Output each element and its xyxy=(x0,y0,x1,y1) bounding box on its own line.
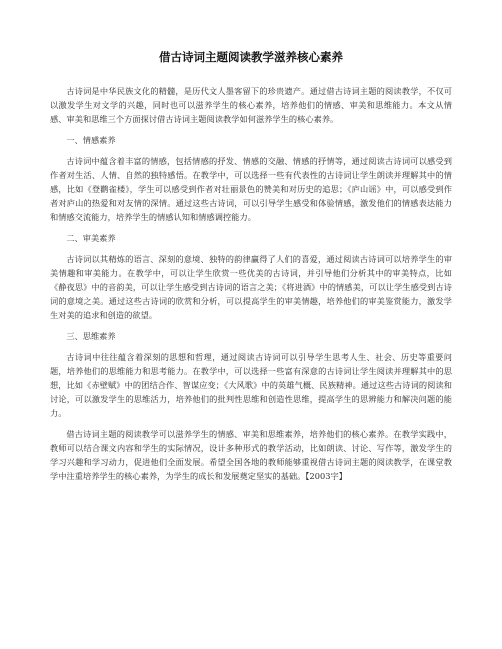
section-body-emotion: 古诗词中蕴含着丰富的情感，包括情感的抒发、情感的交融、情感的抒情等，通过阅读古诗词可以感受到作者对生活、人情、自然的独特感悟。在教学中，可以选择一些有代表性的古诗词让学生朗读并理解其中的情感，比如《登鹳雀楼》，学生可以感受到作者对壮丽景色的赞美和对历史的追思；《庐山谣》中，可以感受到作者对庐山的热爱和对友情的深情。通过这些古诗词，可以引导学生感受和体验情感，激发他们的情感表达能力和情感交流能力，培养学生的情感认知和情感调控能力。 xyxy=(50,156,452,222)
intro-paragraph: 古诗词是中华民族文化的精髓，是历代文人墨客留下的珍贵遗产。通过借古诗词主题的阅读教学，不仅可以激发学生对文学的兴趣，同时也可以滋养学生的核心素养，培养他们的情感、审美和思维能力。本文从情感、审美和思维三个方面探讨借古诗词主题阅读教学如何滋养学生的核心素养。 xyxy=(50,86,452,124)
section-body-thinking: 古诗词中往往蕴含着深刻的思想和哲理，通过阅读古诗词可以引导学生思考人生、社会、历史等重要问题，培养他们的思维能力和思考能力。在教学中，可以选择一些富有深意的古诗词让学生阅读并理解其中的思想，比如《赤壁赋》中的团结合作、智谋应变；《大风歌》中的英雄气概、民族精神。通过这些古诗词的阅读和讨论，可以激发学生的思维活力，培养他们的批判性思维和创造性思维，提高学生的思辨能力和解决问题的能力。 xyxy=(50,352,452,418)
document-content xyxy=(50,50,452,490)
conclusion-paragraph: 借古诗词主题的阅读教学可以滋养学生的情感、审美和思维素养，培养他们的核心素养。在教学实践中，教师可以结合课文内容和学生的实际情况，设计多种形式的教学活动，比如朗读、讨论、写作等，激发学生的学习兴趣和学习动力，促进他们全面发展。希望全国各地的教师能够重视借古诗词主题的阅读教学，在课堂教学中注重培养学生的核心素养，为学生的成长和发展奠定坚实的基础。【2003字】 xyxy=(50,429,452,481)
section-body-aesthetic: 古诗词以其精炼的语言、深刻的意境、独特的韵律赢得了人们的喜爱，通过阅读古诗词可以培养学生的审美情趣和审美能力。在教学中，可以让学生欣赏一些优美的古诗词，并引导他们分析其中的审美特点，比如《静夜思》中的音韵美，可以让学生感受到古诗词的语言之美；《将进酒》中的情感美，可以让学生感受到古诗词的意境之美。通过这些古诗词的欣赏和分析，可以提高学生的审美情趣，培养他们的审美鉴赏能力，激发学生对美的追求和创造的欲望。 xyxy=(50,254,452,320)
section-heading-thinking: 三、思维素养 xyxy=(66,331,116,341)
section-heading-emotion: 一、情感素养 xyxy=(66,135,116,145)
document-title: 借古诗词主题阅读教学滋养核心素养 xyxy=(159,50,343,64)
section-heading-aesthetic: 二、审美素养 xyxy=(66,233,116,243)
